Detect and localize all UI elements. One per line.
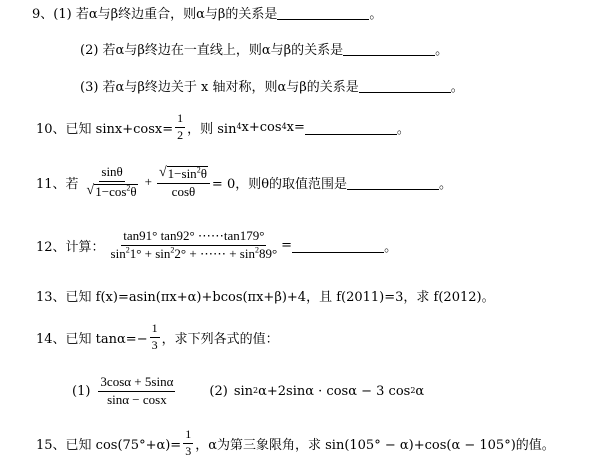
q10-fraction [175, 112, 185, 143]
q14-pre: 14、已知 tanα=− [36, 331, 148, 347]
q11-f2-num: √ $1-\sin^2\theta$ [157, 165, 210, 184]
q14-frac-num: 1 [150, 322, 160, 338]
q15-frac-den: 3 [185, 443, 192, 458]
q10-end: 。 [396, 121, 410, 137]
question-13 [36, 286, 495, 305]
q12-end: 。 [384, 239, 398, 255]
q14-frac-den: 3 [151, 337, 158, 352]
question-11 [36, 165, 452, 200]
question-10: 10、已知 sinx+cosx= $\frac{1}{2}$ ，则 sin 4 x+cos 4 x= 。 [36, 111, 410, 142]
answer-blank [343, 41, 435, 56]
q14-fraction [150, 322, 160, 353]
q9-p1-text: 9、(1) 若α与β终边重合，则α与β的关系是 [32, 7, 278, 22]
q11-post: = 0，则θ的取值范围是 [211, 176, 348, 192]
question-14-parts: (1) $\frac{3\cos\alpha + 5\sin\alpha}{\sin\alpha - \cos x}$ (2) sin 2 α+2sinα · cosα − 3 cos 2 α [72, 374, 425, 407]
q14-post: ，求下列各式的值： [161, 331, 279, 347]
question-14 [36, 322, 279, 353]
q10-post: x= [286, 119, 305, 135]
q15-pre: 15、已知 cos(75°+α)= [36, 437, 182, 453]
q13-text: 13、已知 f(x)=asin(πx+α)+bcos(πx+β)+4，且 f(2011)=3，求 f(2012)。 [36, 290, 495, 305]
q12-den: $\sin^21^\circ + \sin^22^\circ$ + ⋯⋯ + $\sin^289^\circ$ [110, 245, 278, 261]
question-9-part-2 [80, 39, 448, 58]
q11-f2-den: cosθ [171, 183, 196, 199]
answer-blank [292, 238, 384, 253]
q11-pre: 11、若 [36, 176, 79, 192]
q9-p2-text: (2) 若α与β终边在一直线上，则α与β的关系是 [80, 43, 344, 58]
answer-blank [277, 5, 369, 20]
q10-frac-num: 1 [175, 112, 185, 128]
q11-f1-num: sinθ [99, 165, 124, 182]
q11-end: 。 [439, 176, 453, 192]
q9-p2-end: 。 [435, 43, 449, 58]
q15-fraction [183, 428, 193, 459]
q14-p2-c: α [415, 383, 425, 399]
q10-frac-den: 2 [177, 127, 184, 142]
q11-f1-den: √ $1-\cos^2\theta$ [86, 182, 137, 199]
q9-p1-end: 。 [369, 7, 383, 22]
answer-blank [347, 175, 439, 190]
q12-post: = [281, 237, 293, 253]
q9-p3-text: (3) 若α与β终边关于 x 轴对称，则α与β的关系是 [80, 80, 359, 95]
q11-fraction-2 [157, 165, 210, 200]
q11-fraction-1 [85, 165, 140, 200]
q10-mid2: x+cos [241, 119, 282, 135]
answer-blank [305, 120, 397, 135]
question-12 [36, 229, 397, 262]
q11-plus: + [144, 174, 152, 190]
q14-p2-label: (2) [209, 383, 228, 399]
q9-p3-end: 。 [450, 80, 464, 95]
q12-pre: 12、计算： [36, 239, 105, 255]
q10-pre: 10、已知 sinx+cosx= [36, 121, 174, 137]
q15-post: ，α为第三象限角，求 sin(105° − α)+cos(α − 105°)的值。 [195, 437, 555, 453]
question-9-part-1 [32, 3, 382, 22]
q14-p1-den: sinα − cosx [107, 391, 167, 407]
q14-p1-num: 3cosα + 5sinα [98, 375, 175, 392]
q12-num: tan91° tan92° ⋯⋯tan179° [121, 229, 266, 246]
q15-frac-num: 1 [183, 428, 193, 444]
question-9-part-3 [80, 76, 464, 95]
question-15 [36, 428, 555, 459]
q14-p2-a: sin [233, 383, 254, 399]
answer-blank [359, 78, 451, 93]
q14-p1-fraction [98, 375, 175, 408]
q12-fraction [109, 229, 280, 262]
q10-mid: ，则 sin [187, 121, 237, 137]
q14-p1-label: (1) [72, 383, 91, 399]
q14-p2-b: α+2sinα · cosα − 3 cos [258, 383, 411, 399]
